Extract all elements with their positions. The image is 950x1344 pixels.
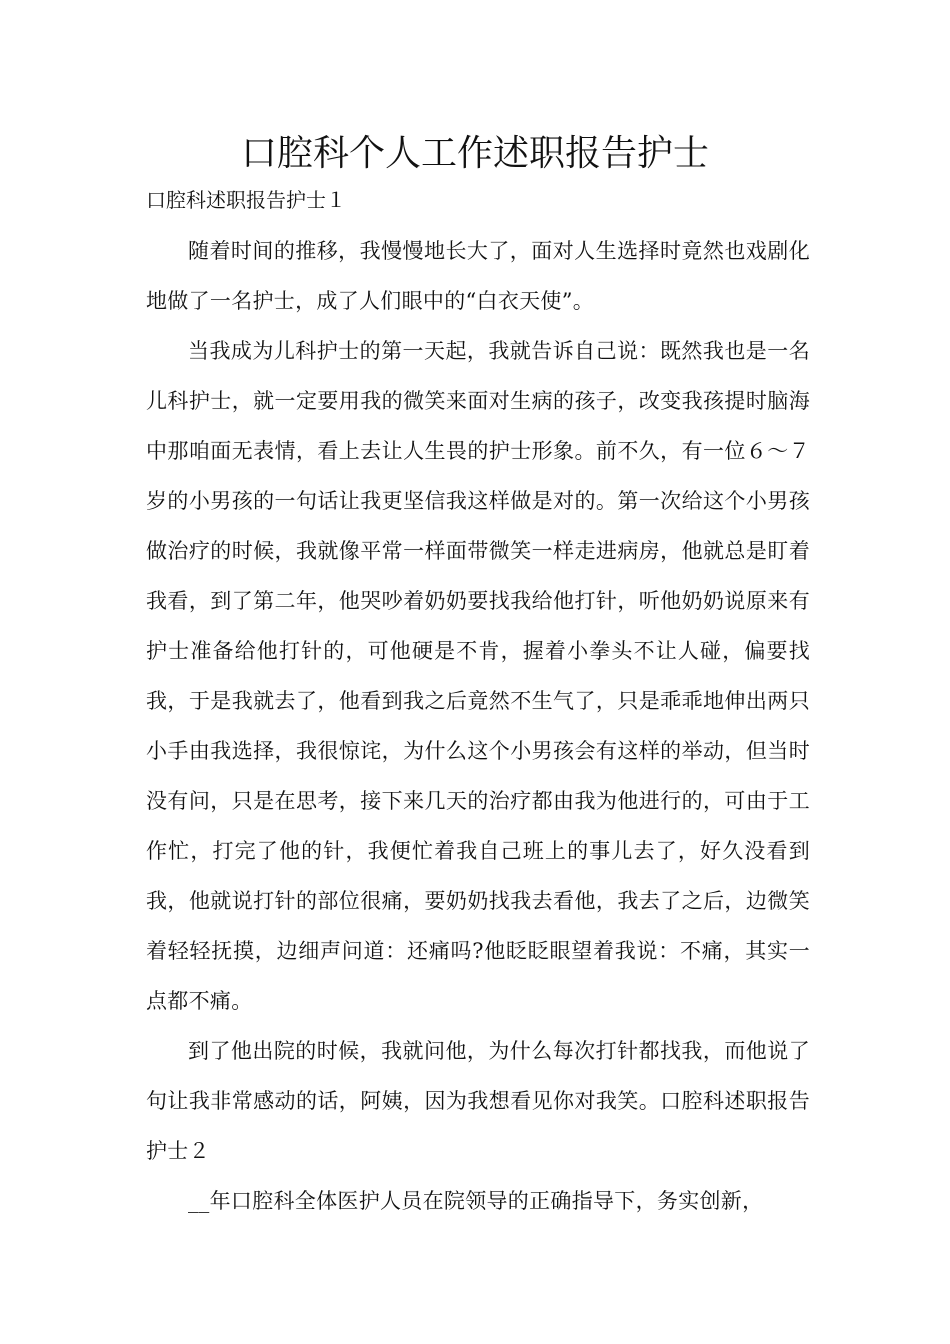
section-heading-1: 口腔科述职报告护士１ (146, 188, 346, 212)
document-title: 口腔科个人工作述职报告护士 (240, 133, 709, 174)
document-body (146, 226, 810, 1226)
paragraph-2: 当我成为儿科护士的第一天起，我就告诉自己说：既然我也是一名儿科护士，就一定要用我的微笑来面对生病的孩子，改变我孩提时脑海中那咱面无表情，看上去让人生畏的护士形象。前不久，有一位６～７岁的小男孩的一句话让我更坚信我这样做是对的。第一次给这个小男孩做治疗的时候，我就像平常一样面带微笑一样走进病房，他就总是盯着我看，到了第二年，他哭吵着奶奶要找我给他打针，听他奶奶说原来有护士准备给他打针的，可他硬是不肯，握着小拳头不让人碰，偏要找我，于是我就去了，他看到我之后竟然不生气了，只是乖乖地伸出两只小手由我选择，我很惊诧，为什么这个小男孩会有这样的举动，但当时没有问，只是在思考，接下来几天的治疗都由我为他进行的，可由于工作忙，打完了他的针，我便忙着我自己班上的事儿去了，好久没看到我，他就说打针的部位很痛，要奶奶找我去看他，我去了之后，边微笑着轻轻抚摸，边细声问道：还痛吗?他眨眨眼望着我说：不痛，其实一点都不痛。 (146, 339, 810, 1013)
paragraph-1: 随着时间的推移，我慢慢地长大了，面对人生选择时竟然也戏剧化地做了一名护士，成了人们眼中的“白衣天使”。 (146, 239, 810, 313)
paragraph-3: 到了他出院的时候，我就问他，为什么每次打针都找我，而他说了句让我非常感动的话，阿姨，因为我想看见你对我笑。口腔科述职报告护士２ (146, 1039, 810, 1163)
paragraph-4: __年口腔科全体医护人员在院领导的正确指导下，务实创新， (188, 1189, 764, 1213)
